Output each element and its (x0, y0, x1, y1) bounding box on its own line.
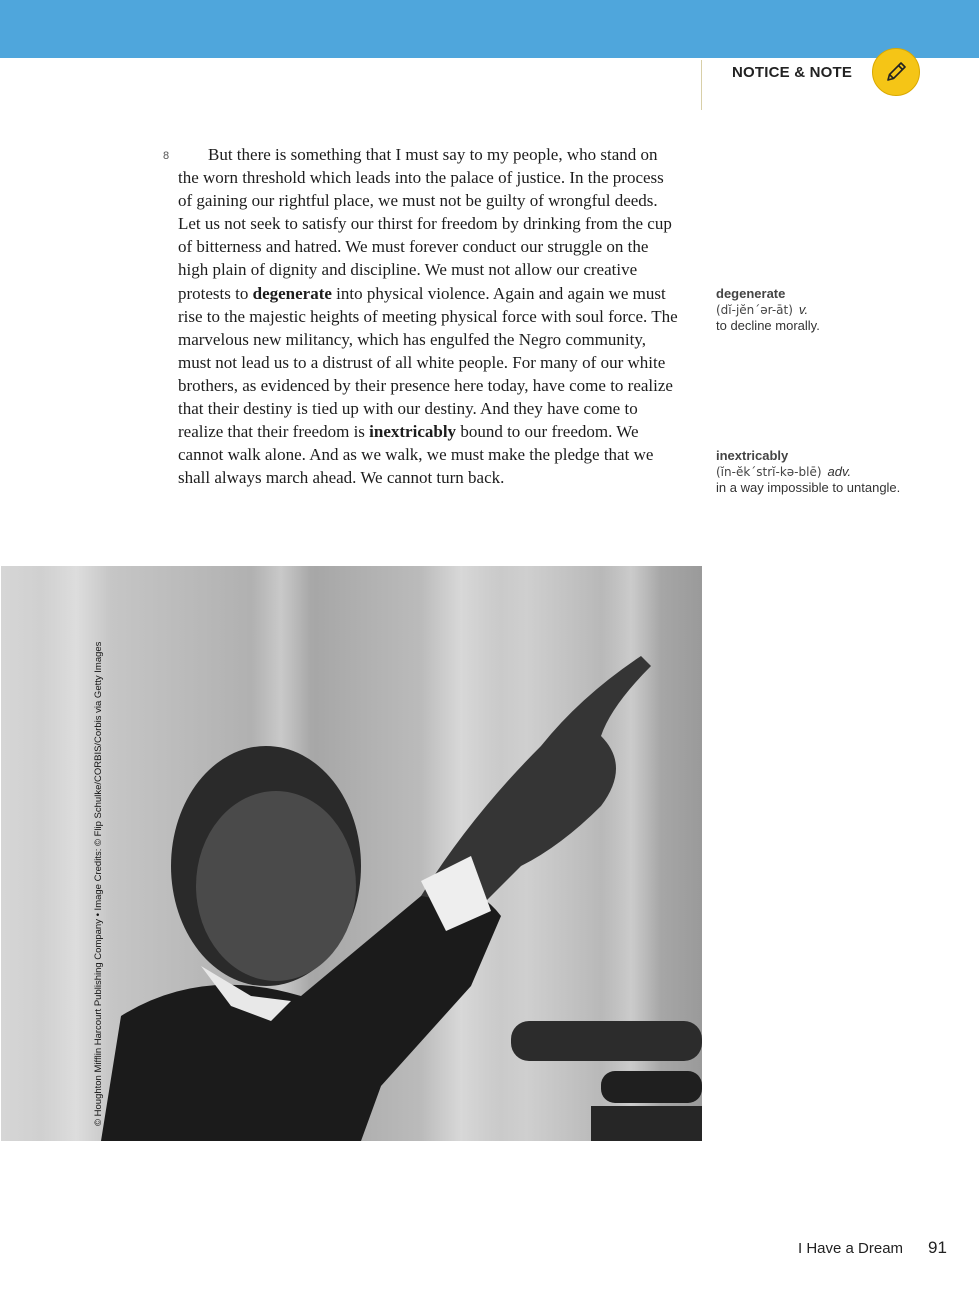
vocab-term-inextricably[interactable]: inextricably (369, 422, 457, 442)
photo-credit: © Houghton Mifflin Harcourt Publishing Company • Image Credits: © Flip Schulke/CORBIS/Corbis via Getty Images (93, 641, 104, 1126)
column-divider (701, 60, 702, 110)
vocab-word: degenerate (716, 286, 786, 301)
speaker-photograph (1, 566, 702, 1141)
vocab-part-of-speech: adv. (827, 464, 852, 479)
text-segment: But there is something that I must say to my people, who stand on the worn threshold which leads into the palace of justice. In the process of gaining our rightful place, we must not be guilty of wrongful deeds. Let us not seek to satisfy our thirst for freedom by drinking from the cup of bitterness and hatred. We must forever conduct our struggle on the high plain of dignity and discipline. We must not allow our creative protests to (178, 145, 672, 303)
text-segment: bound to our freedom. We cannot walk alone. And as we walk, we must make the pledge that we shall always march ahead. We cannot turn back. (178, 422, 654, 488)
vocab-pronunciation: (ĭn-ĕk´strĭ-kə-blē) (716, 465, 822, 479)
vocab-term-degenerate[interactable]: degenerate (252, 283, 332, 303)
vocab-definition: to decline morally. (716, 318, 820, 333)
notice-note-column (702, 58, 979, 1289)
vocab-entry-inextricably (716, 448, 966, 496)
top-color-band (0, 0, 979, 58)
vocab-entry-degenerate (716, 286, 966, 334)
notice-note-heading: NOTICE & NOTE (732, 64, 853, 81)
vocab-definition: in a way impossible to untangle. (716, 480, 901, 495)
speech-paragraph (178, 143, 678, 489)
vocab-word: inextricably (716, 448, 789, 463)
paragraph-number: 8 (163, 150, 170, 162)
vocab-part-of-speech: v. (798, 302, 809, 317)
page-number: 91 (928, 1238, 947, 1257)
text-segment: into physical violence. Again and again we must rise to the majestic heights of meeting physical force with soul force. The marvelous new militancy, which has engulfed the Negro community, must not lead us to a distrust of all white people. For many of our white brothers, as evidenced by their presence here today, have come to realize that their destiny is tied up with our destiny. And they have come to realize that their freedom is (178, 283, 678, 442)
vocab-pronunciation: (dĭ-jĕn´ər-āt) (716, 303, 793, 317)
photo-illustration (1, 566, 702, 1141)
pencil-icon[interactable] (872, 48, 920, 96)
footer-title: I Have a Dream (798, 1240, 904, 1257)
